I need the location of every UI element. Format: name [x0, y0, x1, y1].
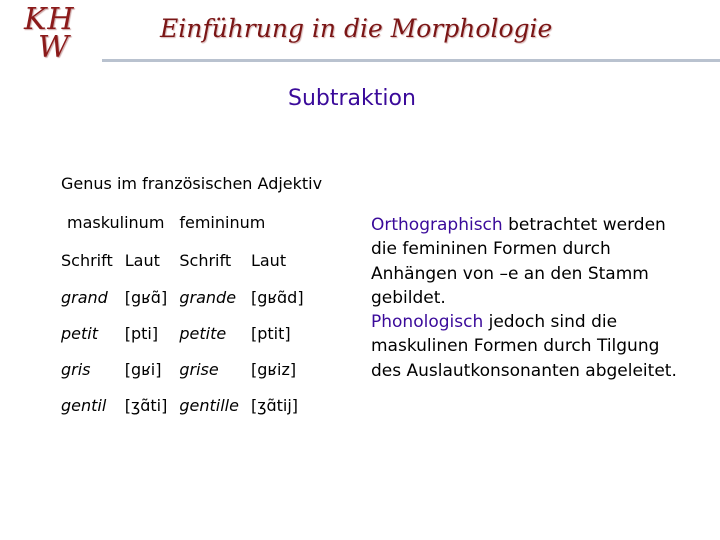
khw-logo	[14, 2, 94, 65]
logo-line-2: W	[38, 30, 69, 65]
table-row	[55, 387, 310, 423]
feminine-spelling: gentille	[179, 395, 239, 415]
table-column-header-row	[55, 241, 310, 279]
masculine-spelling: gris	[61, 359, 91, 379]
explanation-part-2: jedoch sind die maskulinen Formen durch Tilgung des Auslautkonsonanten abgeleitet.	[371, 312, 677, 381]
explanation-text	[371, 213, 691, 383]
feminine-sound: [gʁiz]	[250, 359, 297, 379]
masculine-sound: [ʒɑ̃ti]	[124, 395, 168, 415]
term-phonologisch: Phonologisch	[371, 312, 484, 333]
feminine-sound: [gʁɑ̃d]	[250, 287, 304, 307]
masculine-spelling: petit	[61, 323, 98, 343]
slide-title: Subtraktion	[288, 86, 416, 111]
table-group-header-row	[55, 203, 310, 241]
masculine-sound: [gʁɑ̃]	[124, 287, 168, 307]
slide-subheading: Genus im französischen Adjektiv	[61, 174, 323, 193]
explanation-part-1: betrachtet werden die femininen Formen durch Anhängen von –e an den Stamm gebildet.	[371, 215, 666, 308]
group-header-feminine: femininum	[179, 212, 266, 232]
masculine-sound: [gʁi]	[124, 359, 162, 379]
masculine-spelling: grand	[61, 287, 108, 307]
group-header-masculine: maskulinum	[67, 212, 165, 232]
column-header: Laut	[124, 250, 160, 270]
masculine-sound: [pti]	[124, 323, 159, 343]
feminine-spelling: grise	[179, 359, 219, 379]
feminine-sound: [ʒɑ̃tij]	[250, 395, 298, 415]
table-row	[55, 315, 310, 351]
feminine-spelling: grande	[179, 287, 237, 307]
table-row	[55, 351, 310, 387]
gender-forms-table	[55, 203, 310, 423]
table-row	[55, 279, 310, 315]
feminine-sound: [ptit]	[250, 323, 291, 343]
column-header: Laut	[250, 250, 287, 270]
logo-line-1: KH	[24, 2, 75, 37]
term-orthographisch: Orthographisch	[371, 215, 503, 235]
feminine-spelling: petite	[179, 323, 227, 343]
header-divider	[102, 59, 720, 62]
column-header: Schrift	[61, 250, 113, 270]
column-header: Schrift	[179, 250, 232, 270]
masculine-spelling: gentil	[61, 395, 107, 415]
course-title: Einführung in die Morphologie	[160, 14, 553, 43]
